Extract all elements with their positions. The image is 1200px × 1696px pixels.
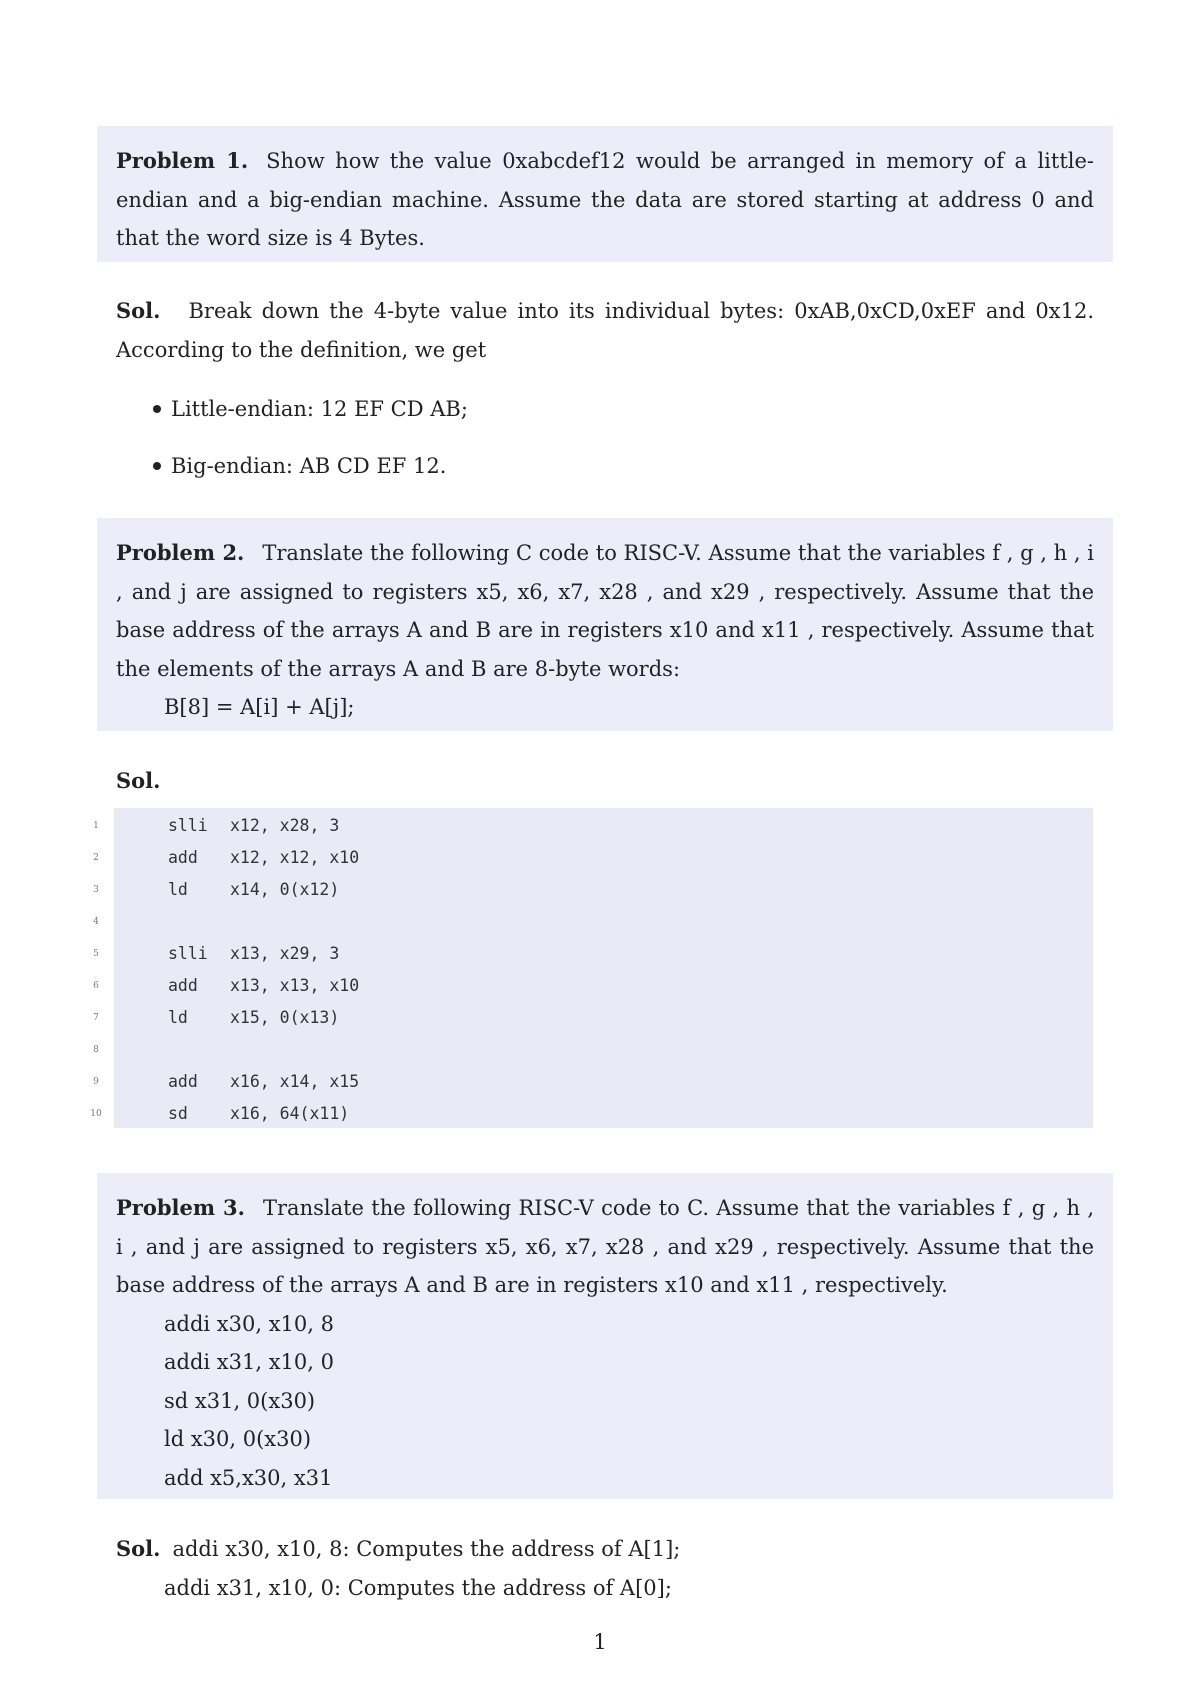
solution-1-label: Sol. — [116, 298, 161, 323]
code-line: 3 ld x14, 0(x12) — [93, 880, 340, 899]
code-line: 10 sd x16, 64(x11) — [90, 1104, 350, 1123]
problem-3-code-line: addi x30, x10, 8 — [164, 1311, 334, 1336]
list-item: Little-endian: 12 EF CD AB; — [153, 394, 468, 451]
problem-3-code-line: add x5,x30, x31 — [164, 1465, 333, 1490]
problem-2-text: Problem 2. Translate the following C code to RISC-V. Assume that the variables f , g , h , i , and j are assigned to registers x5, x6, x7, x28 , and x29 , respectively. Assume that the base address of the arrays A and B are in registers x10 and x11 , respectively. Assume that the elements of the arrays A and B are 8-byte words: — [116, 540, 1094, 681]
bullet-icon — [153, 405, 161, 413]
code-line: 7 ld x15, 0(x13) — [93, 1008, 340, 1027]
solution-3-line: addi x31, x10, 0: Computes the address of A[0]; — [164, 1575, 672, 1600]
problem-3-label: Problem 3. — [116, 1195, 245, 1220]
solution-3-line: addi x30, x10, 8: Computes the address of A[1]; — [172, 1537, 681, 1561]
bullet-icon — [153, 462, 161, 470]
solution-1-text: Break down the 4-byte value into its individual bytes: 0xAB,0xCD,0xEF and 0x12. According to the definition, we get — [116, 299, 1094, 362]
problem-3-code-line: sd x31, 0(x30) — [164, 1388, 316, 1413]
problem-1-label: Problem 1. — [116, 148, 249, 173]
page-number: 1 — [593, 1630, 607, 1654]
problem-3-code-line: ld x30, 0(x30) — [164, 1427, 312, 1451]
endian-bullet-list — [153, 394, 468, 508]
solution-3 — [116, 1530, 1094, 1607]
problem-1-box — [97, 126, 1113, 262]
problem-2-box — [97, 518, 1113, 731]
solution-1 — [116, 292, 1094, 369]
code-line: 1 slli x12, x28, 3 — [93, 816, 340, 835]
code-line: 8 — [93, 1045, 99, 1055]
problem-2-label: Problem 2. — [116, 540, 245, 565]
problem-1-text: Problem 1. Show how the value 0xabcdef12 would be arranged in memory of a little-endian and a big-endian machine. Assume the data are stored starting at address 0 and that the word size is 4 Bytes. — [116, 148, 1095, 250]
code-line: 9 add x16, x14, x15 — [93, 1072, 360, 1091]
code-line: 2 add x12, x12, x10 — [93, 848, 360, 867]
code-line: 4 — [93, 917, 99, 927]
code-listing — [90, 808, 1093, 1128]
problem-3-text: Problem 3. Translate the following RISC-V code to C. Assume that the variables f , g , h , i , and j are assigned to registers x5, x6, x7, x28 , and x29 , respectively. Assume that the base address of the arrays A and B are in registers x10 and x11 , respectively. — [116, 1195, 1095, 1297]
solution-2 — [116, 762, 1094, 801]
list-item: Big-endian: AB CD EF 12. — [153, 451, 468, 508]
code-line: 5 slli x13, x29, 3 — [93, 944, 340, 963]
problem-3-code-line: addi x31, x10, 0 — [164, 1350, 334, 1374]
problem-3-box — [97, 1173, 1113, 1499]
solution-2-label: Sol. — [116, 768, 161, 793]
code-line: 6 add x13, x13, x10 — [93, 976, 360, 995]
solution-3-label: Sol. — [116, 1536, 161, 1561]
problem-2-code: B[8] = A[i] + A[j]; — [164, 695, 355, 719]
